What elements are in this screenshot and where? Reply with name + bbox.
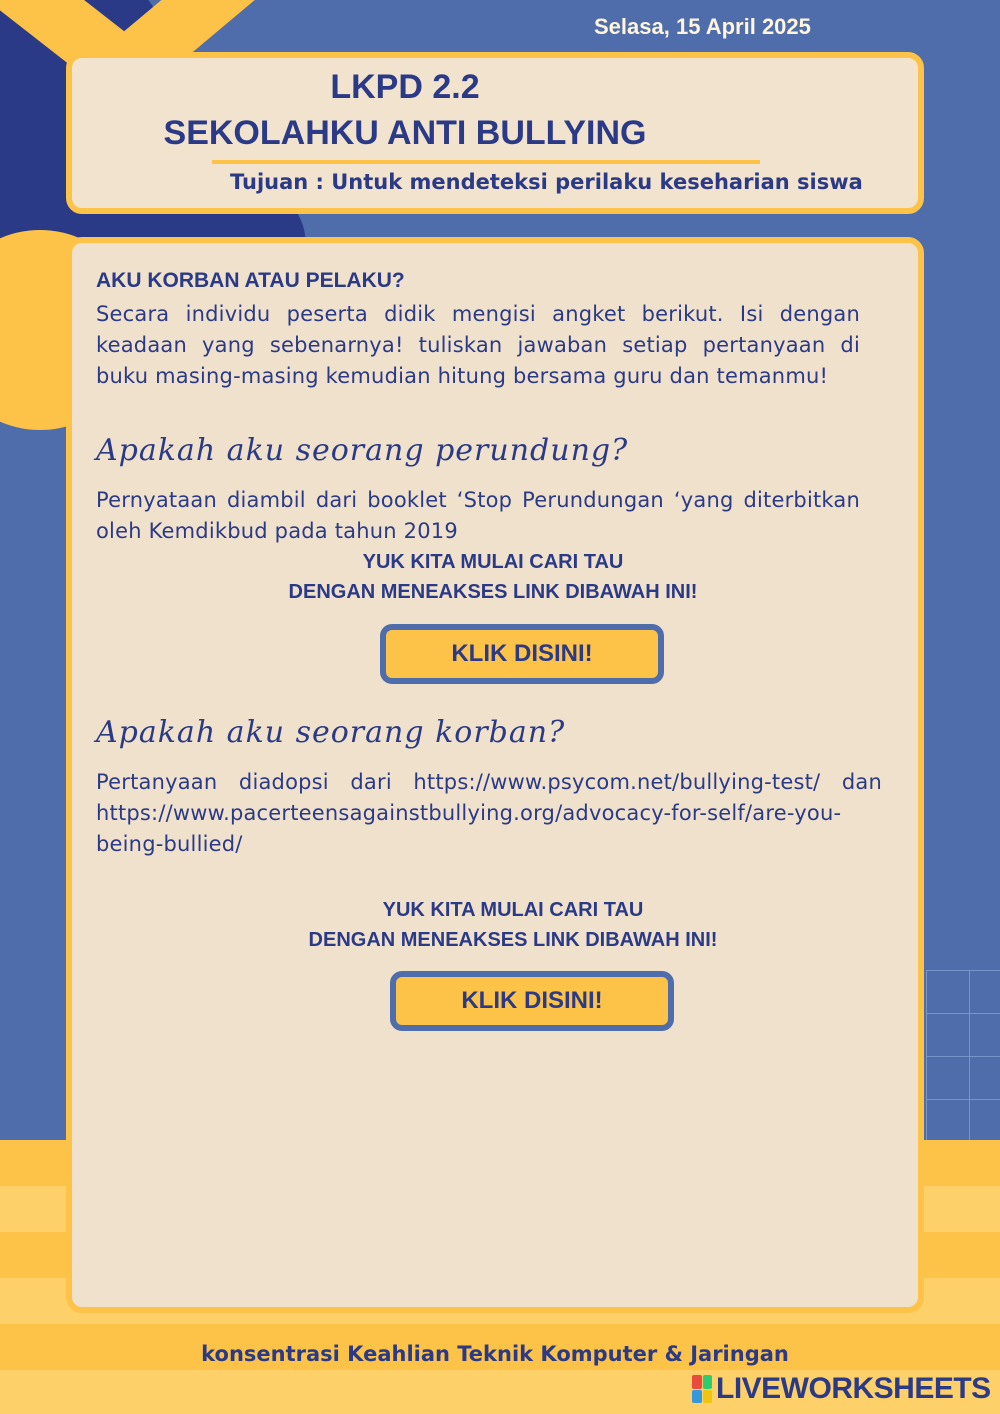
liveworksheets-watermark[interactable] [692, 1372, 991, 1406]
cta-line: DENGAN MENEAKSES LINK DIBAWAH INI! [288, 581, 698, 603]
goal-text: Tujuan : Untuk mendeteksi perilaku keseharian siswa [230, 170, 863, 194]
date-label: Selasa, 15 April 2025 [594, 14, 811, 39]
footer-text: konsentrasi Keahlian Teknik Komputer & Jaringan [201, 1342, 789, 1366]
liveworksheets-wordmark: LIVEWORKSHEETS [716, 1372, 991, 1405]
liveworksheets-logo-icon [692, 1375, 712, 1403]
victim-quiz-heading: Apakah aku seorang korban? [96, 715, 566, 750]
victim-call-to-action [90, 895, 936, 955]
cta-line: DENGAN MENEAKSES LINK DIBAWAH INI! [308, 929, 718, 951]
victim-quiz-description: Pertanyaan diadopsi dari https://www.psycom.net/bullying-test/ dan https://www.pacerteensagainstbullying.org/advocacy-for-self/are-you-being-bullied/ [96, 770, 882, 856]
cta-line: YUK KITA MULAI CARI TAU [382, 899, 644, 921]
cta-line: YUK KITA MULAI CARI TAU [362, 551, 624, 573]
grid-pattern-decoration [926, 970, 1000, 1140]
perpetrator-quiz-heading: Apakah aku seorang perundung? [96, 433, 629, 468]
instructions-paragraph: Secara individu peserta didik mengisi angket berikut. Isi dengan keadaan yang sebenarnya! tuliskan jawaban setiap pertanyaan di buku masing-masing kemudian hitung bersama guru dan temanmu! [96, 302, 860, 388]
title-underline [212, 160, 760, 164]
main-content-card [66, 237, 924, 1313]
header-card [66, 52, 924, 214]
worksheet-code: LKPD 2.2 [330, 68, 480, 106]
perpetrator-call-to-action [70, 547, 916, 607]
section-title: AKU KORBAN ATAU PELAKU? [96, 269, 405, 292]
perpetrator-quiz-button[interactable]: KLIK DISINI! [380, 624, 664, 684]
perpetrator-quiz-description: Pernyataan diambil dari booklet ‘Stop Perundungan ‘yang diterbitkan oleh Kemdikbud pada tahun 2019 [96, 488, 860, 543]
victim-quiz-button[interactable]: KLIK DISINI! [390, 971, 674, 1031]
page-title: SEKOLAHKU ANTI BULLYING [163, 114, 647, 152]
